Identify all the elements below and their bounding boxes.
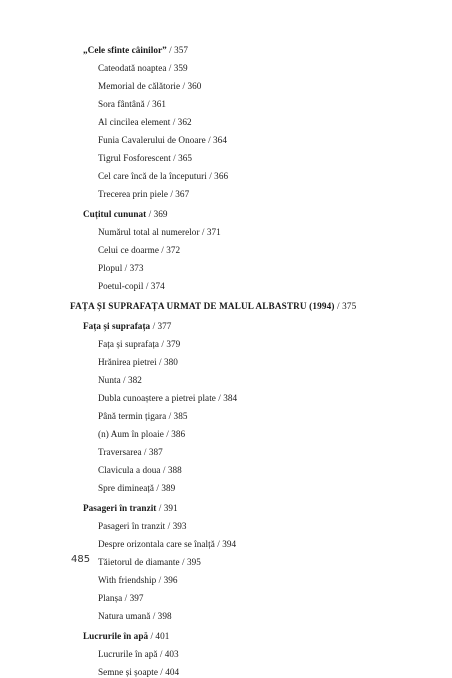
toc-entry: Cel care încă de la începuturi / 366 [98,171,229,181]
section-heading [83,45,188,56]
section-title: „Cele sfinte câinilor” [83,45,167,55]
section-heading [83,631,169,642]
toc-entry: Sora fântână / 361 [98,99,166,109]
page-number: 485 [71,554,91,565]
toc-entry: Lucrurile în apă / 403 [98,649,179,659]
section-page: / 377 [150,321,172,331]
part-title: FAȚA ȘI SUPRAFAȚA URMAT DE MALUL ALBASTRU (1994) [70,301,335,311]
section-heading [83,209,168,220]
section-title: Pasageri în tranzit [83,503,157,513]
section-heading [83,321,171,332]
toc-entry: Tăietorul de diamante / 395 [98,557,201,567]
toc-entry: Nunta / 382 [98,375,142,385]
toc-entry: Planșa / 397 [98,593,144,603]
toc-entry: Celui ce doarme / 372 [98,245,181,255]
toc-entry: Despre orizontala care se înalță / 394 [98,539,237,549]
section-page: / 369 [146,209,168,219]
toc-entry: Hrănirea pietrei / 380 [98,357,178,367]
toc-entry: Spre dimineață / 389 [98,483,176,493]
toc-entry: Al cincilea element / 362 [98,117,192,127]
toc-entry: (n) Aum în ploaie / 386 [98,429,186,439]
toc-entry: Traversarea / 387 [98,447,163,457]
toc-entry: Numărul total al numerelor / 371 [98,227,221,237]
section-page: / 401 [148,631,170,641]
section-title: Lucrurile în apă [83,631,149,641]
toc-entry: Până termin țigara / 385 [98,411,188,421]
section-title: Cuțitul cununat [83,209,147,219]
toc-entry: With friendship / 396 [98,575,178,585]
section-heading [83,503,178,514]
toc-entry: Plopul / 373 [98,263,144,273]
section-page: / 391 [156,503,178,513]
toc-entry: Poetul-copil / 374 [98,281,165,291]
toc-entry: Tigrul Fosforescent / 365 [98,153,193,163]
toc-entry: Dubla cunoaștere a pietrei plate / 384 [98,393,238,403]
toc-entry: Cateodată noaptea / 359 [98,63,188,73]
toc-entry: Pasageri în tranzit / 393 [98,521,187,531]
section-page: / 357 [166,45,189,55]
toc-entry: Funia Cavalerului de Onoare / 364 [98,135,227,145]
section-title: Fața și suprafața [83,321,151,331]
toc-entry: Natura umană / 398 [98,611,172,621]
toc-entry: Fața și suprafața / 379 [98,339,181,349]
part-heading [70,301,356,312]
part-page: / 375 [334,301,357,311]
toc-entry: Trecerea prin piele / 367 [98,189,190,199]
toc-entry: Clavicula a doua / 388 [98,465,182,475]
toc-entry: Memorial de călătorie / 360 [98,81,202,91]
toc-entry: Semne și șoapte / 404 [98,667,180,677]
